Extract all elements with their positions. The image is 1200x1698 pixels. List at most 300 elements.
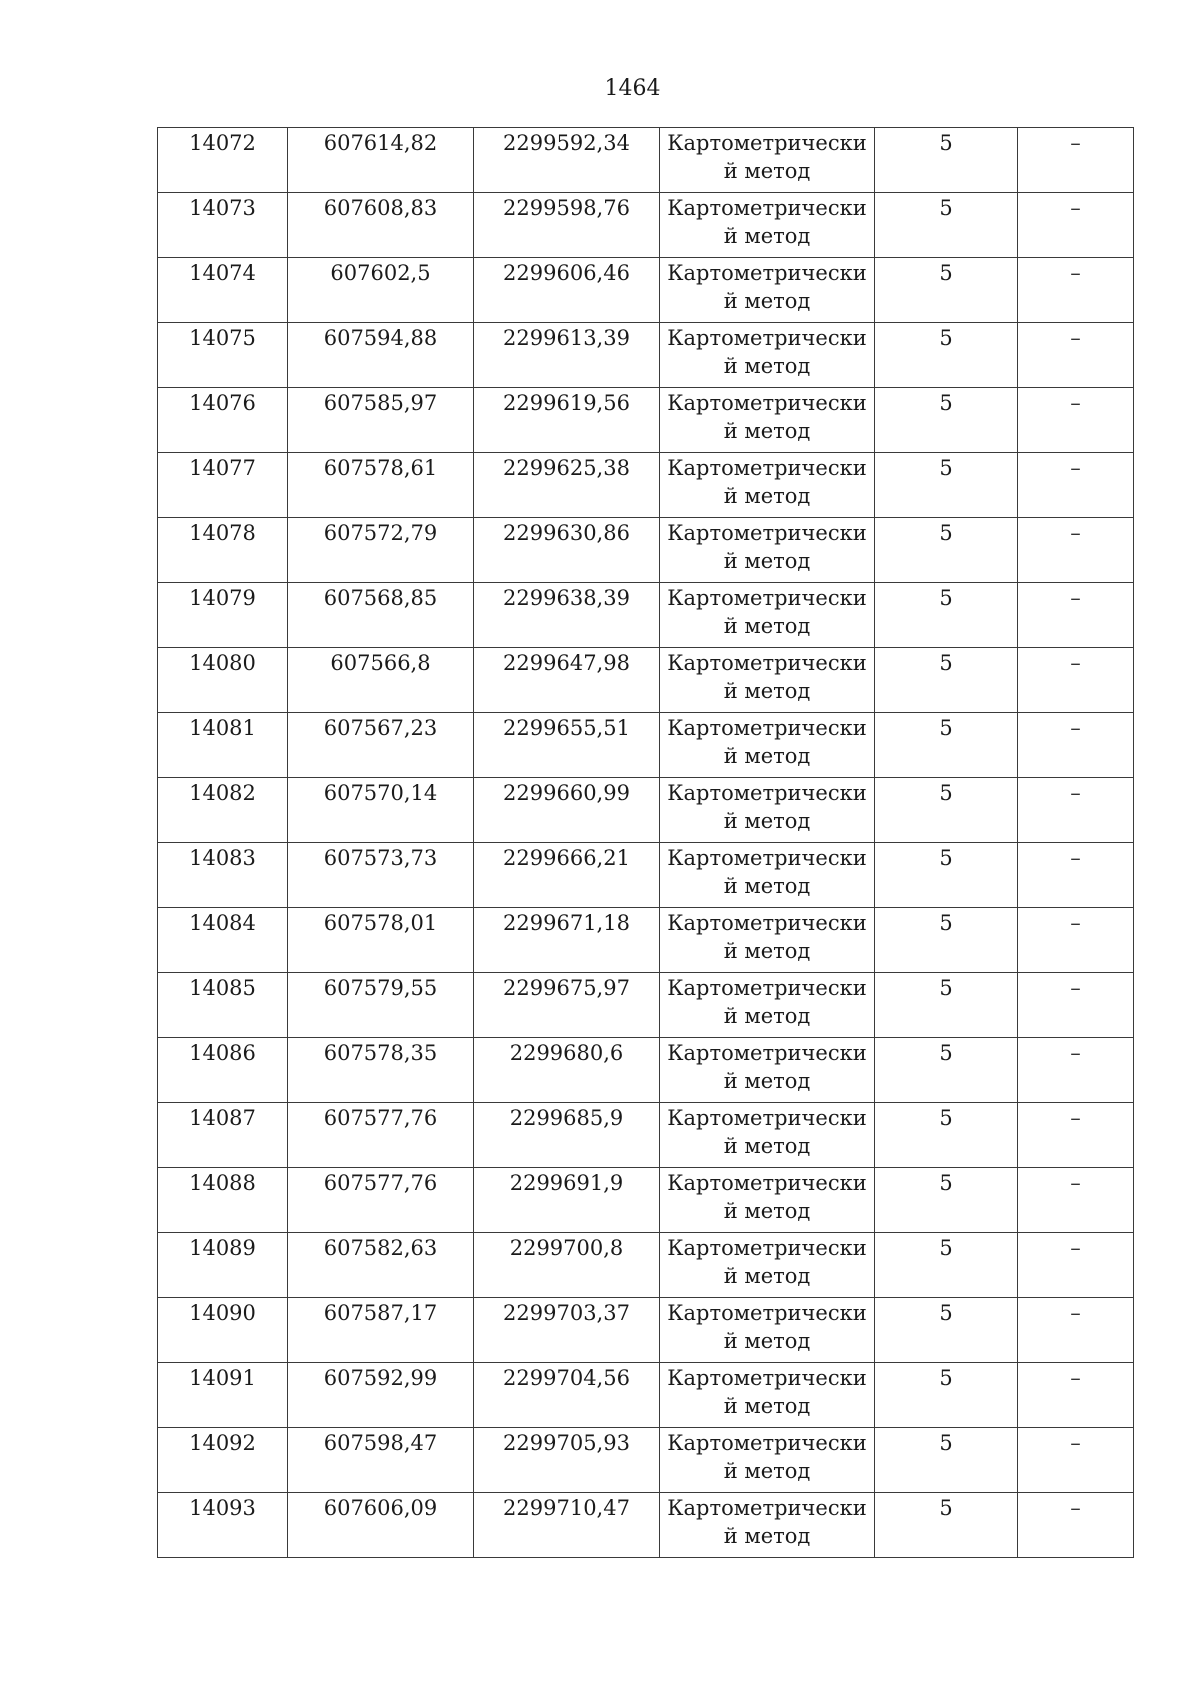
y-coordinate: 2299592,34 bbox=[503, 131, 630, 155]
x-coordinate-cell bbox=[288, 1233, 474, 1298]
x-coordinate-cell bbox=[288, 1428, 474, 1493]
method-line-2: й метод bbox=[723, 484, 811, 508]
y-coordinate: 2299619,56 bbox=[503, 391, 630, 415]
note-value: – bbox=[1070, 1236, 1081, 1260]
point-id: 14084 bbox=[189, 911, 256, 935]
y-coordinate-cell bbox=[474, 1233, 660, 1298]
accuracy-cell bbox=[875, 648, 1018, 713]
x-coordinate-cell bbox=[288, 1103, 474, 1168]
y-coordinate-cell bbox=[474, 518, 660, 583]
note-cell bbox=[1018, 1103, 1134, 1168]
accuracy-value: 5 bbox=[939, 521, 953, 545]
method-line-1: Картометрически bbox=[667, 781, 867, 805]
method-cell bbox=[660, 1428, 875, 1493]
y-coordinate-cell bbox=[474, 453, 660, 518]
method-line-1: Картометрически bbox=[667, 326, 867, 350]
note-cell bbox=[1018, 1233, 1134, 1298]
x-coordinate-cell bbox=[288, 1168, 474, 1233]
method-cell bbox=[660, 453, 875, 518]
point-id: 14088 bbox=[189, 1171, 256, 1195]
method-cell bbox=[660, 1233, 875, 1298]
accuracy-value: 5 bbox=[939, 976, 953, 1000]
accuracy-cell bbox=[875, 908, 1018, 973]
accuracy-cell bbox=[875, 583, 1018, 648]
accuracy-cell bbox=[875, 1038, 1018, 1103]
method-line-1: Картометрически bbox=[667, 976, 867, 1000]
method-cell bbox=[660, 1363, 875, 1428]
x-coordinate: 607570,14 bbox=[323, 781, 438, 805]
table-body bbox=[158, 128, 1134, 1558]
method-line-1: Картометрически bbox=[667, 586, 867, 610]
method-line-1: Картометрически bbox=[667, 521, 867, 545]
y-coordinate: 2299705,93 bbox=[503, 1431, 630, 1455]
note-cell bbox=[1018, 713, 1134, 778]
method-line-2: й метод bbox=[723, 874, 811, 898]
method-line-1: Картометрически bbox=[667, 131, 867, 155]
point-id-cell bbox=[158, 1103, 288, 1168]
note-value: – bbox=[1070, 326, 1081, 350]
note-value: – bbox=[1070, 976, 1081, 1000]
y-coordinate-cell bbox=[474, 128, 660, 193]
table-row bbox=[158, 583, 1134, 648]
y-coordinate: 2299685,9 bbox=[509, 1106, 624, 1130]
method-line-1: Картометрически bbox=[667, 911, 867, 935]
table-row bbox=[158, 193, 1134, 258]
point-id: 14089 bbox=[189, 1236, 256, 1260]
x-coordinate: 607578,61 bbox=[323, 456, 438, 480]
x-coordinate-cell bbox=[288, 323, 474, 388]
method-line-2: й метод bbox=[723, 1004, 811, 1028]
point-id: 14093 bbox=[189, 1496, 256, 1520]
accuracy-cell bbox=[875, 193, 1018, 258]
x-coordinate-cell bbox=[288, 648, 474, 713]
method-cell bbox=[660, 973, 875, 1038]
method-cell bbox=[660, 583, 875, 648]
note-value: – bbox=[1070, 846, 1081, 870]
accuracy-value: 5 bbox=[939, 391, 953, 415]
accuracy-value: 5 bbox=[939, 651, 953, 675]
x-coordinate-cell bbox=[288, 583, 474, 648]
method-line-2: й метод bbox=[723, 679, 811, 703]
x-coordinate: 607614,82 bbox=[323, 131, 438, 155]
accuracy-value: 5 bbox=[939, 1171, 953, 1195]
y-coordinate-cell bbox=[474, 1038, 660, 1103]
y-coordinate: 2299666,21 bbox=[503, 846, 630, 870]
point-id-cell bbox=[158, 1363, 288, 1428]
x-coordinate: 607587,17 bbox=[323, 1301, 438, 1325]
method-cell bbox=[660, 518, 875, 583]
note-value: – bbox=[1070, 1366, 1081, 1390]
method-line-2: й метод bbox=[723, 1134, 811, 1158]
point-id-cell bbox=[158, 518, 288, 583]
table-row bbox=[158, 713, 1134, 778]
accuracy-value: 5 bbox=[939, 261, 953, 285]
method-line-1: Картометрически bbox=[667, 1106, 867, 1130]
x-coordinate: 607594,88 bbox=[323, 326, 438, 350]
y-coordinate-cell bbox=[474, 258, 660, 323]
note-cell bbox=[1018, 128, 1134, 193]
point-id-cell bbox=[158, 453, 288, 518]
note-cell bbox=[1018, 583, 1134, 648]
method-line-2: й метод bbox=[723, 809, 811, 833]
accuracy-cell bbox=[875, 1103, 1018, 1168]
note-cell bbox=[1018, 323, 1134, 388]
accuracy-cell bbox=[875, 518, 1018, 583]
method-line-1: Картометрически bbox=[667, 1496, 867, 1520]
coordinates-table bbox=[157, 127, 1134, 1558]
point-id-cell bbox=[158, 778, 288, 843]
table-row bbox=[158, 1103, 1134, 1168]
note-value: – bbox=[1070, 131, 1081, 155]
x-coordinate-cell bbox=[288, 193, 474, 258]
accuracy-value: 5 bbox=[939, 1431, 953, 1455]
y-coordinate: 2299630,86 bbox=[503, 521, 630, 545]
table-row bbox=[158, 1493, 1134, 1558]
point-id: 14072 bbox=[189, 131, 256, 155]
y-coordinate: 2299703,37 bbox=[503, 1301, 630, 1325]
method-line-2: й метод bbox=[723, 1199, 811, 1223]
point-id: 14086 bbox=[189, 1041, 256, 1065]
method-line-2: й метод bbox=[723, 354, 811, 378]
x-coordinate-cell bbox=[288, 453, 474, 518]
note-value: – bbox=[1070, 1171, 1081, 1195]
table-row bbox=[158, 1233, 1134, 1298]
method-line-2: й метод bbox=[723, 159, 811, 183]
y-coordinate: 2299671,18 bbox=[503, 911, 630, 935]
method-line-2: й метод bbox=[723, 1264, 811, 1288]
method-cell bbox=[660, 1103, 875, 1168]
note-cell bbox=[1018, 778, 1134, 843]
table-row bbox=[158, 1038, 1134, 1103]
table-row bbox=[158, 1428, 1134, 1493]
x-coordinate: 607606,09 bbox=[323, 1496, 438, 1520]
method-line-2: й метод bbox=[723, 939, 811, 963]
method-line-2: й метод bbox=[723, 549, 811, 573]
x-coordinate-cell bbox=[288, 973, 474, 1038]
table-row bbox=[158, 518, 1134, 583]
accuracy-value: 5 bbox=[939, 1236, 953, 1260]
method-line-2: й метод bbox=[723, 1069, 811, 1093]
accuracy-cell bbox=[875, 713, 1018, 778]
accuracy-value: 5 bbox=[939, 1366, 953, 1390]
method-line-2: й метод bbox=[723, 1459, 811, 1483]
y-coordinate: 2299660,99 bbox=[503, 781, 630, 805]
point-id-cell bbox=[158, 1428, 288, 1493]
method-line-2: й метод bbox=[723, 224, 811, 248]
point-id-cell bbox=[158, 323, 288, 388]
page-number: 1464 bbox=[604, 76, 661, 101]
accuracy-value: 5 bbox=[939, 911, 953, 935]
accuracy-cell bbox=[875, 1233, 1018, 1298]
note-value: – bbox=[1070, 1496, 1081, 1520]
accuracy-value: 5 bbox=[939, 196, 953, 220]
method-line-2: й метод bbox=[723, 289, 811, 313]
table-row bbox=[158, 128, 1134, 193]
x-coordinate-cell bbox=[288, 908, 474, 973]
accuracy-value: 5 bbox=[939, 1041, 953, 1065]
x-coordinate-cell bbox=[288, 1363, 474, 1428]
point-id-cell bbox=[158, 583, 288, 648]
note-value: – bbox=[1070, 586, 1081, 610]
accuracy-cell bbox=[875, 1493, 1018, 1558]
accuracy-value: 5 bbox=[939, 326, 953, 350]
x-coordinate: 607566,8 bbox=[330, 651, 431, 675]
y-coordinate: 2299638,39 bbox=[503, 586, 630, 610]
accuracy-value: 5 bbox=[939, 1106, 953, 1130]
method-line-2: й метод bbox=[723, 614, 811, 638]
point-id-cell bbox=[158, 713, 288, 778]
y-coordinate-cell bbox=[474, 323, 660, 388]
accuracy-value: 5 bbox=[939, 131, 953, 155]
method-line-1: Картометрически bbox=[667, 456, 867, 480]
method-line-2: й метод bbox=[723, 419, 811, 443]
point-id: 14077 bbox=[189, 456, 256, 480]
x-coordinate-cell bbox=[288, 128, 474, 193]
method-line-1: Картометрически bbox=[667, 261, 867, 285]
note-cell bbox=[1018, 1038, 1134, 1103]
y-coordinate-cell bbox=[474, 388, 660, 453]
x-coordinate-cell bbox=[288, 258, 474, 323]
method-cell bbox=[660, 193, 875, 258]
y-coordinate-cell bbox=[474, 908, 660, 973]
table-row bbox=[158, 1298, 1134, 1363]
method-line-1: Картометрически bbox=[667, 1236, 867, 1260]
method-line-2: й метод bbox=[723, 1394, 811, 1418]
point-id: 14090 bbox=[189, 1301, 256, 1325]
y-coordinate-cell bbox=[474, 1493, 660, 1558]
note-cell bbox=[1018, 843, 1134, 908]
point-id: 14079 bbox=[189, 586, 256, 610]
note-value: – bbox=[1070, 911, 1081, 935]
x-coordinate: 607573,73 bbox=[323, 846, 438, 870]
accuracy-value: 5 bbox=[939, 1301, 953, 1325]
x-coordinate-cell bbox=[288, 388, 474, 453]
x-coordinate: 607572,79 bbox=[323, 521, 438, 545]
accuracy-cell bbox=[875, 323, 1018, 388]
point-id-cell bbox=[158, 648, 288, 713]
note-cell bbox=[1018, 908, 1134, 973]
note-value: – bbox=[1070, 521, 1081, 545]
point-id: 14078 bbox=[189, 521, 256, 545]
note-cell bbox=[1018, 1428, 1134, 1493]
table-row bbox=[158, 648, 1134, 713]
method-line-1: Картометрически bbox=[667, 196, 867, 220]
note-value: – bbox=[1070, 1041, 1081, 1065]
table-row bbox=[158, 388, 1134, 453]
note-value: – bbox=[1070, 196, 1081, 220]
y-coordinate: 2299655,51 bbox=[503, 716, 630, 740]
x-coordinate: 607577,76 bbox=[323, 1106, 438, 1130]
note-value: – bbox=[1070, 651, 1081, 675]
x-coordinate: 607592,99 bbox=[323, 1366, 438, 1390]
y-coordinate: 2299704,56 bbox=[503, 1366, 630, 1390]
y-coordinate-cell bbox=[474, 1428, 660, 1493]
x-coordinate-cell bbox=[288, 518, 474, 583]
point-id-cell bbox=[158, 908, 288, 973]
accuracy-cell bbox=[875, 1298, 1018, 1363]
point-id: 14082 bbox=[189, 781, 256, 805]
accuracy-cell bbox=[875, 1168, 1018, 1233]
y-coordinate: 2299675,97 bbox=[503, 976, 630, 1000]
method-cell bbox=[660, 648, 875, 713]
point-id-cell bbox=[158, 1168, 288, 1233]
point-id-cell bbox=[158, 1038, 288, 1103]
y-coordinate-cell bbox=[474, 1168, 660, 1233]
x-coordinate: 607585,97 bbox=[323, 391, 438, 415]
y-coordinate-cell bbox=[474, 713, 660, 778]
note-value: – bbox=[1070, 1301, 1081, 1325]
table-row bbox=[158, 908, 1134, 973]
accuracy-value: 5 bbox=[939, 781, 953, 805]
y-coordinate: 2299613,39 bbox=[503, 326, 630, 350]
method-line-1: Картометрически bbox=[667, 651, 867, 675]
x-coordinate: 607579,55 bbox=[323, 976, 438, 1000]
method-line-1: Картометрически bbox=[667, 1041, 867, 1065]
x-coordinate-cell bbox=[288, 778, 474, 843]
point-id: 14087 bbox=[189, 1106, 256, 1130]
note-cell bbox=[1018, 518, 1134, 583]
y-coordinate: 2299647,98 bbox=[503, 651, 630, 675]
point-id-cell bbox=[158, 128, 288, 193]
note-cell bbox=[1018, 973, 1134, 1038]
accuracy-cell bbox=[875, 778, 1018, 843]
table-row bbox=[158, 323, 1134, 388]
x-coordinate-cell bbox=[288, 1298, 474, 1363]
note-value: – bbox=[1070, 456, 1081, 480]
x-coordinate: 607578,01 bbox=[323, 911, 438, 935]
y-coordinate-cell bbox=[474, 973, 660, 1038]
point-id: 14076 bbox=[189, 391, 256, 415]
note-cell bbox=[1018, 648, 1134, 713]
x-coordinate: 607582,63 bbox=[323, 1236, 438, 1260]
method-line-2: й метод bbox=[723, 744, 811, 768]
point-id: 14091 bbox=[189, 1366, 256, 1390]
x-coordinate: 607608,83 bbox=[323, 196, 438, 220]
x-coordinate-cell bbox=[288, 1493, 474, 1558]
y-coordinate: 2299598,76 bbox=[503, 196, 630, 220]
y-coordinate-cell bbox=[474, 1363, 660, 1428]
point-id-cell bbox=[158, 1233, 288, 1298]
method-cell bbox=[660, 1493, 875, 1558]
accuracy-cell bbox=[875, 843, 1018, 908]
accuracy-value: 5 bbox=[939, 586, 953, 610]
accuracy-cell bbox=[875, 973, 1018, 1038]
point-id: 14092 bbox=[189, 1431, 256, 1455]
point-id: 14081 bbox=[189, 716, 256, 740]
note-value: – bbox=[1070, 261, 1081, 285]
method-cell bbox=[660, 843, 875, 908]
accuracy-cell bbox=[875, 1363, 1018, 1428]
accuracy-value: 5 bbox=[939, 716, 953, 740]
accuracy-cell bbox=[875, 258, 1018, 323]
note-cell bbox=[1018, 388, 1134, 453]
note-value: – bbox=[1070, 1431, 1081, 1455]
y-coordinate-cell bbox=[474, 778, 660, 843]
y-coordinate-cell bbox=[474, 648, 660, 713]
y-coordinate: 2299700,8 bbox=[509, 1236, 624, 1260]
method-line-1: Картометрически bbox=[667, 1301, 867, 1325]
method-cell bbox=[660, 713, 875, 778]
y-coordinate-cell bbox=[474, 193, 660, 258]
note-cell bbox=[1018, 193, 1134, 258]
accuracy-value: 5 bbox=[939, 1496, 953, 1520]
y-coordinate-cell bbox=[474, 843, 660, 908]
x-coordinate-cell bbox=[288, 843, 474, 908]
point-id-cell bbox=[158, 973, 288, 1038]
table-row bbox=[158, 1363, 1134, 1428]
accuracy-cell bbox=[875, 388, 1018, 453]
method-line-2: й метод bbox=[723, 1524, 811, 1548]
point-id: 14080 bbox=[189, 651, 256, 675]
method-line-1: Картометрически bbox=[667, 1366, 867, 1390]
y-coordinate-cell bbox=[474, 583, 660, 648]
accuracy-cell bbox=[875, 1428, 1018, 1493]
point-id: 14085 bbox=[189, 976, 256, 1000]
method-line-1: Картометрически bbox=[667, 391, 867, 415]
method-cell bbox=[660, 778, 875, 843]
x-coordinate-cell bbox=[288, 713, 474, 778]
table-row bbox=[158, 973, 1134, 1038]
y-coordinate-cell bbox=[474, 1103, 660, 1168]
x-coordinate-cell bbox=[288, 1038, 474, 1103]
table-row bbox=[158, 778, 1134, 843]
point-id: 14073 bbox=[189, 196, 256, 220]
note-cell bbox=[1018, 453, 1134, 518]
method-line-1: Картометрически bbox=[667, 846, 867, 870]
point-id-cell bbox=[158, 1493, 288, 1558]
y-coordinate: 2299710,47 bbox=[503, 1496, 630, 1520]
point-id: 14074 bbox=[189, 261, 256, 285]
accuracy-cell bbox=[875, 453, 1018, 518]
y-coordinate: 2299691,9 bbox=[509, 1171, 624, 1195]
method-cell bbox=[660, 1298, 875, 1363]
note-cell bbox=[1018, 1168, 1134, 1233]
x-coordinate: 607577,76 bbox=[323, 1171, 438, 1195]
method-cell bbox=[660, 1038, 875, 1103]
y-coordinate: 2299625,38 bbox=[503, 456, 630, 480]
y-coordinate: 2299606,46 bbox=[503, 261, 630, 285]
point-id-cell bbox=[158, 258, 288, 323]
method-cell bbox=[660, 128, 875, 193]
method-line-1: Картометрически bbox=[667, 1171, 867, 1195]
method-cell bbox=[660, 258, 875, 323]
note-value: – bbox=[1070, 716, 1081, 740]
note-cell bbox=[1018, 258, 1134, 323]
table-row bbox=[158, 843, 1134, 908]
note-cell bbox=[1018, 1298, 1134, 1363]
point-id-cell bbox=[158, 843, 288, 908]
point-id-cell bbox=[158, 1298, 288, 1363]
accuracy-cell bbox=[875, 128, 1018, 193]
method-line-1: Картометрически bbox=[667, 1431, 867, 1455]
method-line-2: й метод bbox=[723, 1329, 811, 1353]
table-row bbox=[158, 1168, 1134, 1233]
x-coordinate: 607602,5 bbox=[330, 261, 431, 285]
x-coordinate: 607578,35 bbox=[323, 1041, 438, 1065]
accuracy-value: 5 bbox=[939, 456, 953, 480]
accuracy-value: 5 bbox=[939, 846, 953, 870]
note-value: – bbox=[1070, 391, 1081, 415]
x-coordinate: 607568,85 bbox=[323, 586, 438, 610]
method-cell bbox=[660, 323, 875, 388]
y-coordinate-cell bbox=[474, 1298, 660, 1363]
point-id: 14075 bbox=[189, 326, 256, 350]
point-id-cell bbox=[158, 388, 288, 453]
method-cell bbox=[660, 908, 875, 973]
x-coordinate: 607567,23 bbox=[323, 716, 438, 740]
point-id: 14083 bbox=[189, 846, 256, 870]
point-id-cell bbox=[158, 193, 288, 258]
